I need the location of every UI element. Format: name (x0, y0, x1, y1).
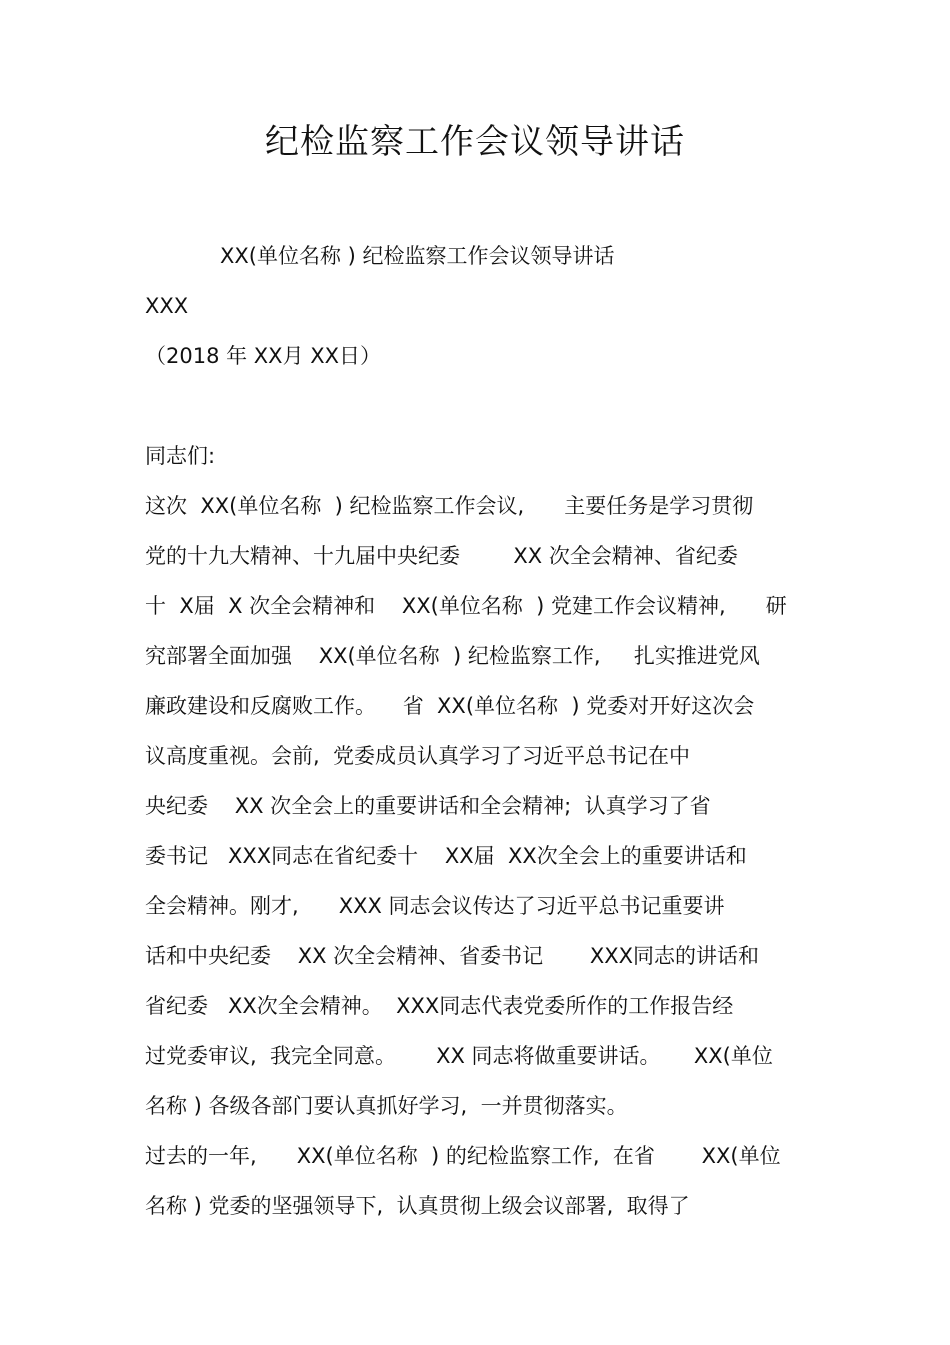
body-line: 党的十九大精神、十九届中央纪委 XX 次全会精神、省纪委 (145, 544, 738, 568)
body-line: 央纪委 XX 次全会上的重要讲话和全会精神; 认真学习了省 (145, 794, 711, 818)
speech-subtitle: XX(单位名称 ) 纪检监察工作会议领导讲话 (220, 244, 615, 268)
speaker-name: XXX (145, 294, 189, 318)
speech-date: （2018 年 XX月 XX日） (145, 344, 382, 368)
body-line: 究部署全面加强 XX(单位名称 ) 纪检监察工作, 扎实推进党风 (145, 644, 760, 668)
body-line: 议高度重视。会前, 党委成员认真学习了习近平总书记在中 (145, 744, 691, 768)
body-line: 名称 ) 党委的坚强领导下, 认真贯彻上级会议部署, 取得了 (145, 1194, 690, 1218)
body-line: 廉政建设和反腐败工作。 省 XX(单位名称 ) 党委对开好这次会 (145, 694, 755, 718)
body-line: 全会精神。刚才, XXX 同志会议传达了习近平总书记重要讲 (145, 894, 725, 918)
body-line: 省纪委 XX次全会精神。 XXX同志代表党委所作的工作报告经 (145, 994, 734, 1018)
body-line: 过党委审议, 我完全同意。 XX 同志将做重要讲话。 XX(单位 (145, 1044, 773, 1068)
body-line: 十 X届 X 次全会精神和 XX(单位名称 ) 党建工作会议精神, 研 (145, 594, 787, 618)
body-line: 过去的一年, XX(单位名称 ) 的纪检监察工作, 在省 XX(单位 (145, 1144, 781, 1168)
document-title: 纪检监察工作会议领导讲话 (265, 122, 685, 162)
body-line: 名称 ) 各级各部门要认真抓好学习, 一并贯彻落实。 (145, 1094, 628, 1118)
body-line: 这次 XX(单位名称 ) 纪检监察工作会议, 主要任务是学习贯彻 (145, 494, 754, 518)
body-line: 话和中央纪委 XX 次全会精神、省委书记 XXX同志的讲话和 (145, 944, 760, 968)
body-line: 委书记 XXX同志在省纪委十 XX届 XX次全会上的重要讲话和 (145, 844, 747, 868)
greeting: 同志们: (145, 444, 216, 468)
